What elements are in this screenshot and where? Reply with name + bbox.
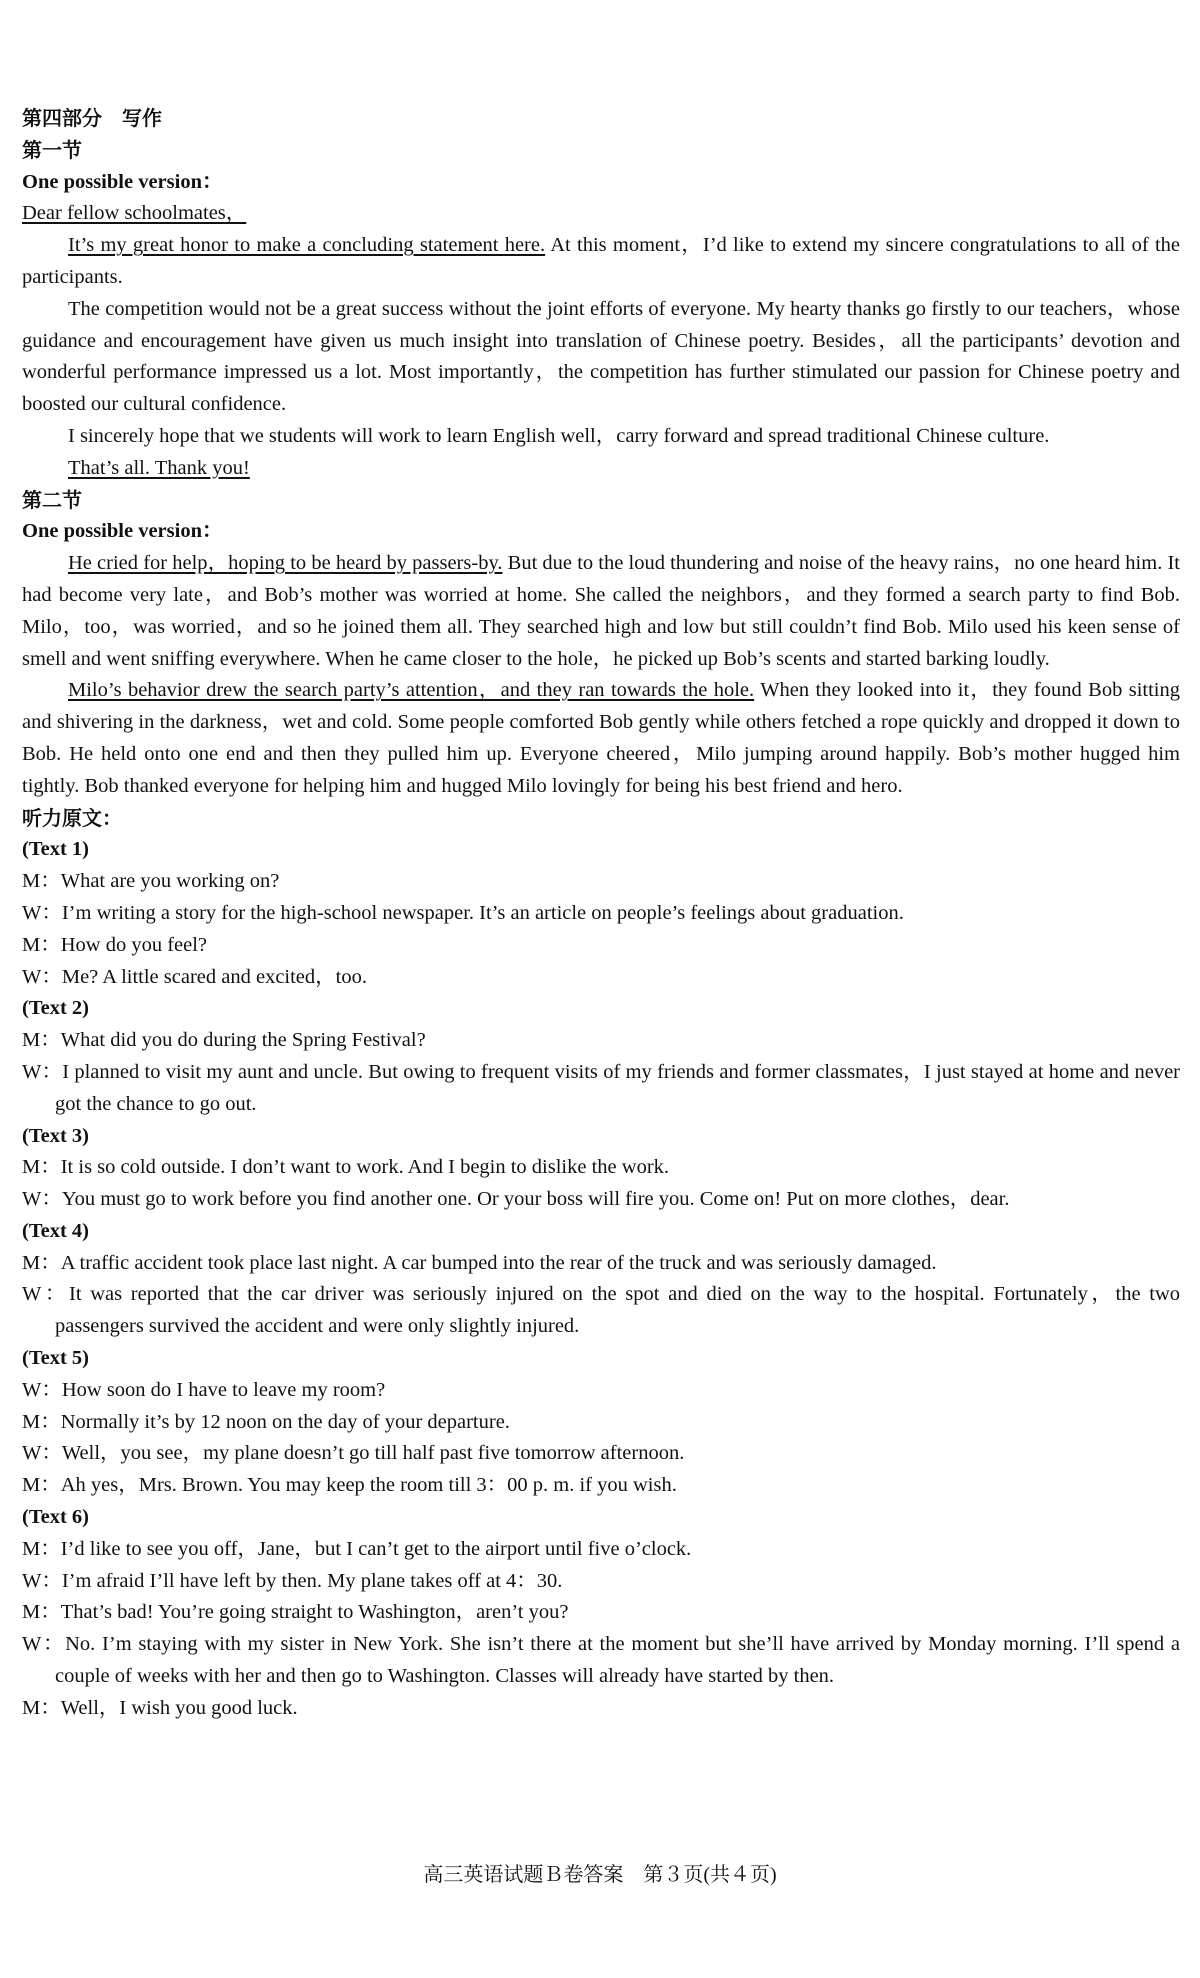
dialogue-line: M：Well，I wish you good luck. [22, 1696, 298, 1719]
text-label-1: (Text 1) [22, 838, 89, 861]
dialogue-line: W：How soon do I have to leave my room? [22, 1378, 386, 1401]
story-paragraph-2-underlined: Milo’s behavior drew the search party’s attention，and they ran towards the hole. [68, 679, 755, 702]
dialogue-line: W：I’m writing a story for the high-school newspaper. It’s an article on people’s feelings about graduation. [22, 901, 904, 924]
story-paragraph-1-underlined: He cried for help，hoping to be heard by passers-by. [68, 552, 503, 575]
dialogue-line: M：What are you working on? [22, 870, 280, 893]
section2-version-label: One possible version： [22, 520, 223, 543]
dialogue-line: M：A traffic accident took place last night. A car bumped into the rear of the truck and was seriously damaged. [22, 1251, 937, 1274]
story-paragraph-2-rest: When they looked into it，they found Bob sitting and shivering in the darkness，wet and cold. Some people comforted Bob gently while others fetched a rope quickly and dropped it down to Bob. He held onto one end and then they pulled him up. Everyone cheered，Milo jumping around happily. Bob’s mother hugged him tightly. Bob thanked everyone for helping him and hugged Milo lovingly for being his best friend and hero. [22, 679, 1180, 797]
listening-title: 听力原文： [22, 805, 122, 830]
essay-paragraph-1-rest: At this moment，I’d like to extend my sincere congratulations to all of the participants. [22, 234, 1180, 288]
text-label-5: (Text 5) [22, 1347, 89, 1370]
dialogue-line: M：Normally it’s by 12 noon on the day of your departure. [22, 1410, 510, 1433]
salutation-text: Dear fellow schoolmates， [22, 202, 247, 225]
dialogue-line: W：You must go to work before you find another one. Or your boss will fire you. Come on! Put on more clothes，dear. [22, 1188, 1010, 1211]
text-label-3: (Text 3) [22, 1124, 89, 1147]
section1-version-label: One possible version： [22, 170, 223, 193]
dialogue-line: W：Well，you see，my plane doesn’t go till half past five tomorrow afternoon. [22, 1442, 685, 1465]
dialogue-line: M：How do you feel? [22, 933, 208, 956]
dialogue-line: W：I planned to visit my aunt and uncle. But owing to frequent visits of my friends and former classmates，I just stayed at home and never got the chance to go out. [22, 1060, 1180, 1115]
text-label-2: (Text 2) [22, 997, 89, 1020]
essay-salutation [22, 198, 1180, 230]
page-footer: 高三英语试题Ｂ卷答案 第３页(共４页) [423, 1864, 777, 1886]
story-paragraph-1-rest: But due to the loud thundering and noise of the heavy rains，no one heard him. It had become very late，and Bob’s mother was worried at home. She called the neighbors，and they formed a search party to find Bob. Milo，too，was worried，and so he joined them all. They searched high and low but still couldn’t find Bob. Milo used his keen sense of smell and went sniffing everywhere. When he came closer to the hole，he picked up Bob’s scents and started barking loudly. [22, 552, 1181, 670]
essay-paragraph-1-underlined: It’s my great honor to make a concluding statement here. [68, 234, 546, 257]
essay-closing [22, 453, 1180, 485]
dialogue-line: W：It was reported that the car driver was seriously injured on the spot and died on the way to the hospital. Fortunately，the two passengers survived the accident and were only slightly injured. [22, 1283, 1180, 1338]
text-label-6: (Text 6) [22, 1506, 89, 1529]
dialogue-line: W：Me? A little scared and excited，too. [22, 965, 367, 988]
essay-paragraph-2: The competition would not be a great success without the joint efforts of everyone. My hearty thanks go firstly to our teachers，whose guidance and encouragement have given us much insight into translation of Chinese poetry. Besides，all the participants’ devotion and wonderful performance impressed us a lot. Most importantly，the competition has further stimulated our passion for Chinese poetry and boosted our cultural confidence. [22, 297, 1180, 416]
dialogue-line: M：What did you do during the Spring Festival? [22, 1029, 426, 1052]
story-paragraph-1 [22, 548, 1180, 675]
text-label-4: (Text 4) [22, 1219, 89, 1242]
essay-paragraph-1 [22, 230, 1180, 294]
dialogue-line: W：No. I’m staying with my sister in New York. She isn’t there at the moment but she’ll have arrived by Monday morning. I’ll spend a couple of weeks with her and then go to Washington. Classes will already have started by then. [22, 1633, 1180, 1688]
dialogue-line: M：Ah yes，Mrs. Brown. You may keep the room till 3：00 p. m. if you wish. [22, 1474, 677, 1497]
closing-text: That’s all. Thank you! [68, 456, 250, 479]
part4-title: 第四部分 写作 [22, 106, 162, 130]
section2-title: 第二节 [22, 487, 82, 512]
answer-page [22, 103, 1180, 1725]
story-paragraph-2 [22, 675, 1180, 802]
dialogue-line: M：It is so cold outside. I don’t want to work. And I begin to dislike the work. [22, 1156, 670, 1179]
dialogue-line: M：I’d like to see you off，Jane，but I can’t get to the airport until five o’clock. [22, 1537, 692, 1560]
section1-title: 第一节 [22, 137, 82, 162]
dialogue-line: M：That’s bad! You’re going straight to Washington，aren’t you? [22, 1601, 569, 1624]
essay-paragraph-3: I sincerely hope that we students will work to learn English well，carry forward and spread traditional Chinese culture. [68, 424, 1050, 447]
dialogue-line: W：I’m afraid I’ll have left by then. My plane takes off at 4：30. [22, 1569, 563, 1592]
